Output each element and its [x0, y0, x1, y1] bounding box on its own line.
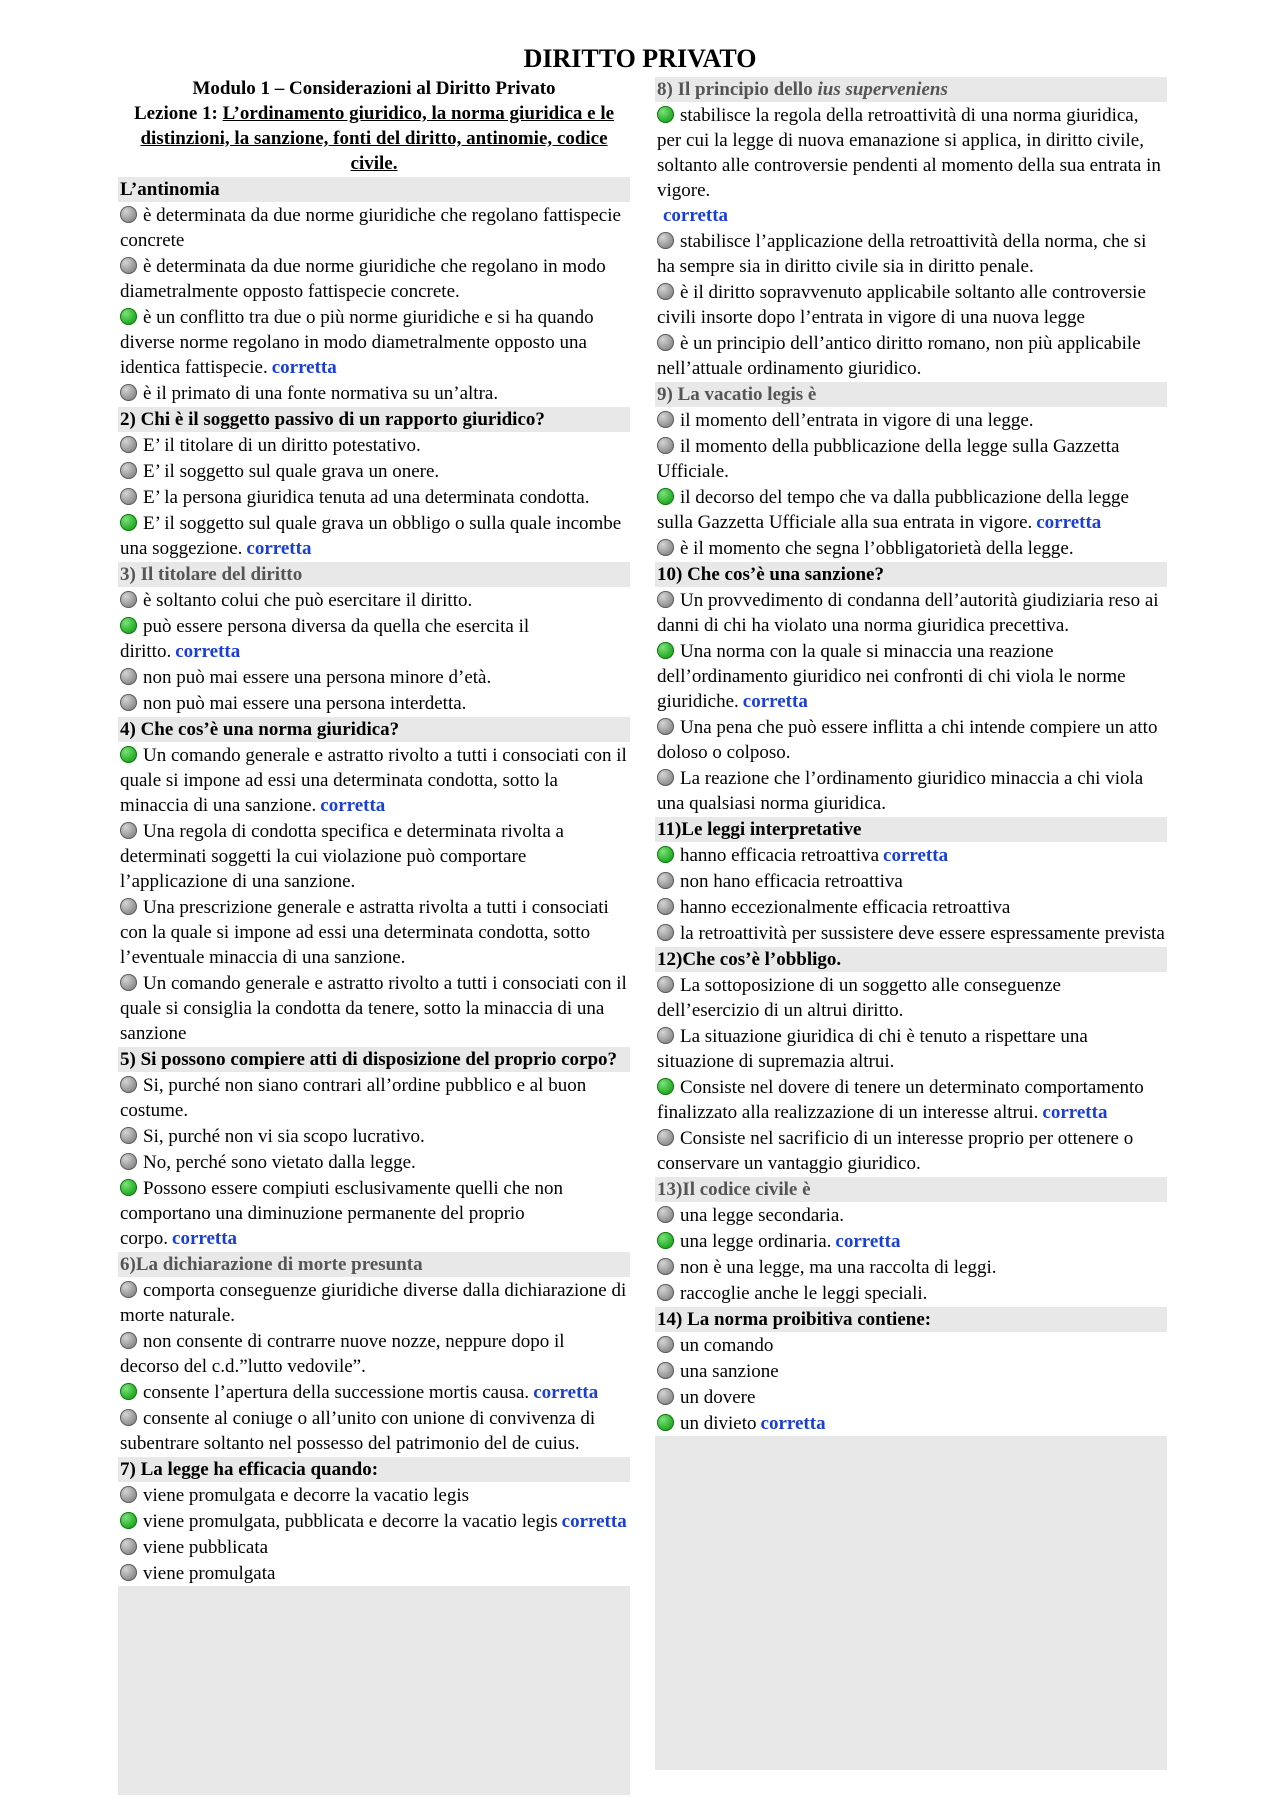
answer-option[interactable]	[655, 1023, 1167, 1074]
page-title: DIRITTO PRIVATO	[523, 44, 757, 73]
radio-option-icon[interactable]	[120, 462, 137, 479]
correct-answer-icon[interactable]	[120, 1179, 137, 1196]
question-title: 2) Chi è il soggetto passivo di un rapporto giuridico?	[118, 407, 630, 432]
radio-option-icon[interactable]	[120, 436, 137, 453]
correct-label: corretta	[1042, 1102, 1108, 1123]
answer-text: Una norma con la quale si minaccia una reazione dell’ordinamento giuridico nei confronti di chi viola le norme giuridiche.	[657, 641, 1126, 712]
answer-option[interactable]	[118, 742, 630, 818]
column-filler	[118, 1586, 630, 1795]
answer-option[interactable]	[655, 102, 1167, 228]
answer-text: E’ la persona giuridica tenuta ad una determinata condotta.	[143, 487, 590, 508]
radio-option-icon[interactable]	[657, 872, 674, 889]
radio-option-icon[interactable]	[657, 1129, 674, 1146]
correct-answer-icon[interactable]	[120, 617, 137, 634]
answer-text: viene promulgata	[143, 1563, 276, 1584]
question-title: 5) Si possono compiere atti di disposizione del proprio corpo?	[118, 1047, 630, 1072]
radio-option-icon[interactable]	[120, 488, 137, 505]
correct-label: corretta	[246, 538, 312, 559]
answer-text: Consiste nel sacrificio di un interesse proprio per ottenere o conservare un vantaggio giuridico.	[657, 1128, 1134, 1174]
answer-option[interactable]	[118, 1508, 630, 1534]
answer-option[interactable]	[118, 1328, 630, 1379]
answer-option[interactable]	[118, 1149, 630, 1175]
answer-text: è determinata da due norme giuridiche che regolano fattispecie concrete	[120, 205, 621, 251]
left-column	[118, 76, 630, 1795]
question-block	[118, 177, 630, 406]
radio-option-icon[interactable]	[120, 1281, 137, 1298]
lesson-heading	[122, 101, 626, 176]
radio-option-icon[interactable]	[657, 232, 674, 249]
answer-option[interactable]	[655, 1280, 1167, 1306]
radio-option-icon[interactable]	[120, 1409, 137, 1426]
correct-answer-icon[interactable]	[120, 308, 137, 325]
radio-option-icon[interactable]	[657, 539, 674, 556]
question-title	[655, 77, 1167, 102]
answer-text: Una regola di condotta specifica e determinata rivolta a determinati soggetti la cui violazione può comportare l’applicazione di una sanzione.	[120, 821, 564, 892]
answer-text: non può mai essere una persona minore d’età.	[143, 667, 492, 688]
answer-text: non hano efficacia retroattiva	[680, 871, 903, 892]
answer-text: E’ il soggetto sul quale grava un onere.	[143, 461, 440, 482]
answer-text: Un comando generale e astratto rivolto a tutti i consociati con il quale si consiglia la condotta da tenere, sotto la minaccia di una sanzione	[120, 973, 627, 1044]
answer-option[interactable]	[118, 894, 630, 970]
radio-option-icon[interactable]	[120, 1486, 137, 1503]
answer-text: è un principio dell’antico diritto romano, non più applicabile nell’attuale ordinamento giuridico.	[657, 333, 1141, 379]
radio-option-icon[interactable]	[657, 283, 674, 300]
correct-answer-icon[interactable]	[657, 642, 674, 659]
answer-text: consente al coniuge o all’unito con unione di convivenza di subentrare soltanto nel possesso del patrimonio del de cuius.	[120, 1408, 596, 1454]
answer-option[interactable]	[118, 458, 630, 484]
radio-option-icon[interactable]	[120, 1538, 137, 1555]
radio-option-icon[interactable]	[120, 1076, 137, 1093]
answer-text: un dovere	[680, 1387, 756, 1408]
radio-option-icon[interactable]	[657, 1336, 674, 1353]
answer-option[interactable]	[655, 1384, 1167, 1410]
question-title: 9) La vacatio legis è	[655, 382, 1167, 407]
correct-label: corretta	[271, 357, 337, 378]
answer-text: Un provvedimento di condanna dell’autorità giudiziaria reso ai danni di chi ha violato una norma giuridica precettiva.	[657, 590, 1159, 636]
radio-option-icon[interactable]	[120, 898, 137, 915]
answer-option[interactable]	[655, 842, 1167, 868]
question-block	[118, 562, 630, 716]
radio-option-icon[interactable]	[120, 1564, 137, 1581]
question-block	[118, 1252, 630, 1456]
question-title: 3) Il titolare del diritto	[118, 562, 630, 587]
radio-option-icon[interactable]	[657, 1388, 674, 1405]
answer-text: viene promulgata e decorre la vacatio legis	[143, 1485, 470, 1506]
right-column	[655, 76, 1167, 1770]
correct-label: corretta	[172, 1228, 238, 1249]
correct-label: corretta	[835, 1231, 901, 1252]
radio-option-icon[interactable]	[120, 591, 137, 608]
answer-option[interactable]	[118, 1379, 630, 1405]
answer-option[interactable]	[118, 1560, 630, 1586]
question-title: 11)Le leggi interpretative	[655, 817, 1167, 842]
answer-option[interactable]	[118, 510, 630, 561]
answer-text: E’ il soggetto sul quale grava un obbligo o sulla quale incombe una soggezione.	[120, 513, 622, 559]
answer-text: hanno efficacia retroattiva	[680, 845, 880, 866]
correct-label: corretta	[663, 205, 729, 226]
answer-text: Una pena che può essere inflitta a chi intende compiere un atto doloso o colposo.	[657, 717, 1158, 763]
question-block	[118, 717, 630, 1046]
answer-option[interactable]	[118, 1123, 630, 1149]
answer-text: viene pubblicata	[143, 1537, 269, 1558]
radio-option-icon[interactable]	[657, 591, 674, 608]
question-block	[655, 1177, 1167, 1306]
answer-text: è il momento che segna l’obbligatorietà della legge.	[680, 538, 1074, 559]
radio-option-icon[interactable]	[657, 1027, 674, 1044]
answer-option[interactable]	[655, 1074, 1167, 1125]
answer-option[interactable]	[655, 279, 1167, 330]
answer-option[interactable]	[655, 1254, 1167, 1280]
question-block	[655, 382, 1167, 561]
radio-option-icon[interactable]	[120, 206, 137, 223]
answer-text: non può mai essere una persona interdetta.	[143, 693, 467, 714]
answer-option[interactable]	[655, 433, 1167, 484]
correct-label: corretta	[742, 691, 808, 712]
answer-option[interactable]	[655, 868, 1167, 894]
answer-option[interactable]	[118, 1405, 630, 1456]
correct-answer-icon[interactable]	[657, 1414, 674, 1431]
answer-option[interactable]	[118, 587, 630, 613]
answer-text: un divieto	[680, 1413, 757, 1434]
answer-text: La sottoposizione di un soggetto alle conseguenze dell’esercizio di un altrui diritto.	[657, 975, 1061, 1021]
answer-option[interactable]	[118, 1277, 630, 1328]
answer-text: una legge secondaria.	[680, 1205, 845, 1226]
answer-text: consente l’apertura della successione mortis causa.	[143, 1382, 530, 1403]
question-title-prefix: 8) Il principio dello	[657, 79, 818, 100]
radio-option-icon[interactable]	[120, 822, 137, 839]
answer-text: Si, purché non vi sia scopo lucrativo.	[143, 1126, 425, 1147]
answer-option[interactable]	[655, 1410, 1167, 1436]
answer-text: stabilisce la regola della retroattività di una norma giuridica, per cui la legge di nuova emanazione si applica, in diritto civile, soltanto alle controversie pendenti al momento della sua entrata in vigore.	[657, 105, 1161, 201]
question-title: 14) La norma proibitiva contiene:	[655, 1307, 1167, 1332]
correct-answer-icon[interactable]	[120, 1512, 137, 1529]
correct-label: corretta	[175, 641, 241, 662]
answer-text: Consiste nel dovere di tenere un determinato comportamento finalizzato alla realizzazione di un interesse altrui.	[657, 1077, 1144, 1123]
answer-option[interactable]	[655, 1358, 1167, 1384]
radio-option-icon[interactable]	[657, 769, 674, 786]
radio-option-icon[interactable]	[657, 924, 674, 941]
answer-text: hanno eccezionalmente efficacia retroattiva	[680, 897, 1011, 918]
answer-option[interactable]	[655, 330, 1167, 381]
question-title: 7) La legge ha efficacia quando:	[118, 1457, 630, 1482]
answer-text: il momento dell’entrata in vigore di una legge.	[680, 410, 1034, 431]
answer-text: è un conflitto tra due o più norme giuridiche e si ha quando diverse norme regolano in modo diametralmente opposto una identica fattispecie.	[120, 307, 594, 378]
question-title: 12)Che cos’è l’obbligo.	[655, 947, 1167, 972]
correct-label: corretta	[561, 1511, 627, 1532]
answer-text: è soltanto colui che può esercitare il diritto.	[143, 590, 473, 611]
correct-answer-icon[interactable]	[657, 846, 674, 863]
answer-option[interactable]	[118, 1534, 630, 1560]
answer-text: il decorso del tempo che va dalla pubblicazione della legge sulla Gazzetta Ufficiale alla sua entrata in vigore.	[657, 487, 1129, 533]
question-block	[655, 562, 1167, 816]
answer-text: La situazione giuridica di chi è tenuto a rispettare una situazione di supremazia altrui.	[657, 1026, 1088, 1072]
answer-option[interactable]	[655, 407, 1167, 433]
radio-option-icon[interactable]	[120, 668, 137, 685]
answer-option[interactable]	[655, 714, 1167, 765]
question-title-italic: ius superveniens	[817, 79, 948, 100]
question-title: 13)Il codice civile è	[655, 1177, 1167, 1202]
answer-option[interactable]	[655, 894, 1167, 920]
answer-option[interactable]	[118, 613, 630, 664]
answer-text: una sanzione	[680, 1361, 779, 1382]
correct-answer-icon[interactable]	[120, 1383, 137, 1400]
answer-text: è il primato di una fonte normativa su un’altra.	[143, 383, 499, 404]
module-heading	[118, 76, 630, 176]
answer-option[interactable]	[655, 920, 1167, 946]
answer-option[interactable]	[118, 690, 630, 716]
radio-option-icon[interactable]	[120, 1153, 137, 1170]
answer-text: Si, purché non siano contrari all’ordine pubblico e al buon costume.	[120, 1075, 587, 1121]
answer-text: stabilisce l’applicazione della retroattività della norma, che si ha sempre sia in diritto civile sia in diritto penale.	[657, 231, 1147, 277]
radio-option-icon[interactable]	[120, 974, 137, 991]
correct-label: corretta	[760, 1413, 826, 1434]
answer-option[interactable]	[118, 1072, 630, 1123]
answer-text: viene promulgata, pubblicata e decorre la vacatio legis	[143, 1511, 558, 1532]
radio-option-icon[interactable]	[120, 384, 137, 401]
answer-option[interactable]	[118, 432, 630, 458]
question-title: 10) Che cos’è una sanzione?	[655, 562, 1167, 587]
answer-option[interactable]	[655, 972, 1167, 1023]
radio-option-icon[interactable]	[657, 1362, 674, 1379]
radio-option-icon[interactable]	[657, 334, 674, 351]
radio-option-icon[interactable]	[657, 1206, 674, 1223]
correct-answer-icon[interactable]	[657, 106, 674, 123]
answer-text: comporta conseguenze giuridiche diverse dalla dichiarazione di morte naturale.	[120, 1280, 627, 1326]
answer-option[interactable]	[655, 484, 1167, 535]
answer-option[interactable]	[118, 202, 630, 253]
answer-text: Possono essere compiuti esclusivamente quelli che non comportano una diminuzione permanente del proprio corpo.	[120, 1178, 564, 1249]
answer-option[interactable]	[655, 765, 1167, 816]
answer-text: la retroattività per sussistere deve essere espressamente prevista	[680, 923, 1165, 944]
answer-option[interactable]	[118, 664, 630, 690]
correct-answer-icon[interactable]	[657, 1232, 674, 1249]
answer-option[interactable]	[118, 970, 630, 1046]
answer-option[interactable]	[118, 304, 630, 380]
answer-option[interactable]	[118, 253, 630, 304]
radio-option-icon[interactable]	[657, 437, 674, 454]
answer-option[interactable]	[118, 484, 630, 510]
radio-option-icon[interactable]	[120, 1332, 137, 1349]
answer-text: Una prescrizione generale e astratta rivolta a tutti i consociati con la quale si impone ad essi una determinata condotta, sotto l’eventuale minaccia di una sanzione.	[120, 897, 609, 968]
correct-answer-icon[interactable]	[120, 514, 137, 531]
answer-option[interactable]	[655, 1228, 1167, 1254]
radio-option-icon[interactable]	[120, 694, 137, 711]
lesson-prefix: Lezione 1:	[133, 103, 223, 124]
answer-text: non è una legge, ma una raccolta di leggi.	[680, 1257, 997, 1278]
answer-text: Un comando generale e astratto rivolto a tutti i consociati con il quale si impone ad essi una determinata condotta, sotto la minaccia di una sanzione.	[120, 745, 627, 816]
answer-text: E’ il titolare di un diritto potestativo.	[143, 435, 421, 456]
answer-option[interactable]	[655, 1202, 1167, 1228]
question-block	[118, 1047, 630, 1251]
answer-text: La reazione che l’ordinamento giuridico minaccia a chi viola una qualsiasi norma giuridica.	[657, 768, 1144, 814]
question-title: 6)La dichiarazione di morte presunta	[118, 1252, 630, 1277]
answer-option[interactable]	[118, 1175, 630, 1251]
lesson-title: L’ordinamento giuridico, la norma giuridica e le distinzioni, la sanzione, fonti del diritto, antinomie, codice civile.	[140, 103, 615, 174]
column-filler	[655, 1436, 1167, 1770]
answer-option[interactable]	[118, 1482, 630, 1508]
answer-text: una legge ordinaria.	[680, 1231, 832, 1252]
radio-option-icon[interactable]	[120, 257, 137, 274]
question-title: L’antinomia	[118, 177, 630, 202]
answer-option[interactable]	[655, 638, 1167, 714]
radio-option-icon[interactable]	[120, 1127, 137, 1144]
answer-option[interactable]	[118, 818, 630, 894]
answer-text: è determinata da due norme giuridiche che regolano in modo diametralmente opposto fattispecie concrete.	[120, 256, 606, 302]
answer-option[interactable]	[118, 380, 630, 406]
correct-label: corretta	[883, 845, 949, 866]
answer-text: può essere persona diversa da quella che esercita il diritto.	[120, 616, 530, 662]
answer-option[interactable]	[655, 1125, 1167, 1176]
answer-text: raccoglie anche le leggi speciali.	[680, 1283, 928, 1304]
answer-text: No, perché sono vietato dalla legge.	[143, 1152, 416, 1173]
correct-label: corretta	[1036, 512, 1102, 533]
answer-text: un comando	[680, 1335, 774, 1356]
question-block	[655, 77, 1167, 381]
question-block	[655, 817, 1167, 946]
module-title: Modulo 1 – Considerazioni al Diritto Privato	[192, 78, 556, 99]
correct-label: corretta	[320, 795, 386, 816]
radio-option-icon[interactable]	[657, 718, 674, 735]
answer-option[interactable]	[655, 1332, 1167, 1358]
question-block	[655, 947, 1167, 1176]
answer-text: non consente di contrarre nuove nozze, neppure dopo il decorso del c.d.”lutto vedovile”.	[120, 1331, 565, 1377]
radio-option-icon[interactable]	[657, 898, 674, 915]
answer-text: è il diritto sopravvenuto applicabile soltanto alle controversie civili insorte dopo l’entrata in vigore di una nuova legge	[657, 282, 1146, 328]
answer-option[interactable]	[655, 535, 1167, 561]
question-title: 4) Che cos’è una norma giuridica?	[118, 717, 630, 742]
radio-option-icon[interactable]	[657, 411, 674, 428]
answer-text: il momento della pubblicazione della legge sulla Gazzetta Ufficiale.	[657, 436, 1120, 482]
correct-label: corretta	[533, 1382, 599, 1403]
answer-option[interactable]	[655, 228, 1167, 279]
radio-option-icon[interactable]	[657, 1284, 674, 1301]
answer-option[interactable]	[655, 587, 1167, 638]
correct-answer-icon[interactable]	[120, 746, 137, 763]
question-block	[118, 407, 630, 561]
question-block	[655, 1307, 1167, 1436]
correct-answer-icon[interactable]	[657, 488, 674, 505]
radio-option-icon[interactable]	[657, 1258, 674, 1275]
question-block	[118, 1457, 630, 1586]
correct-answer-icon[interactable]	[657, 1078, 674, 1095]
radio-option-icon[interactable]	[657, 976, 674, 993]
